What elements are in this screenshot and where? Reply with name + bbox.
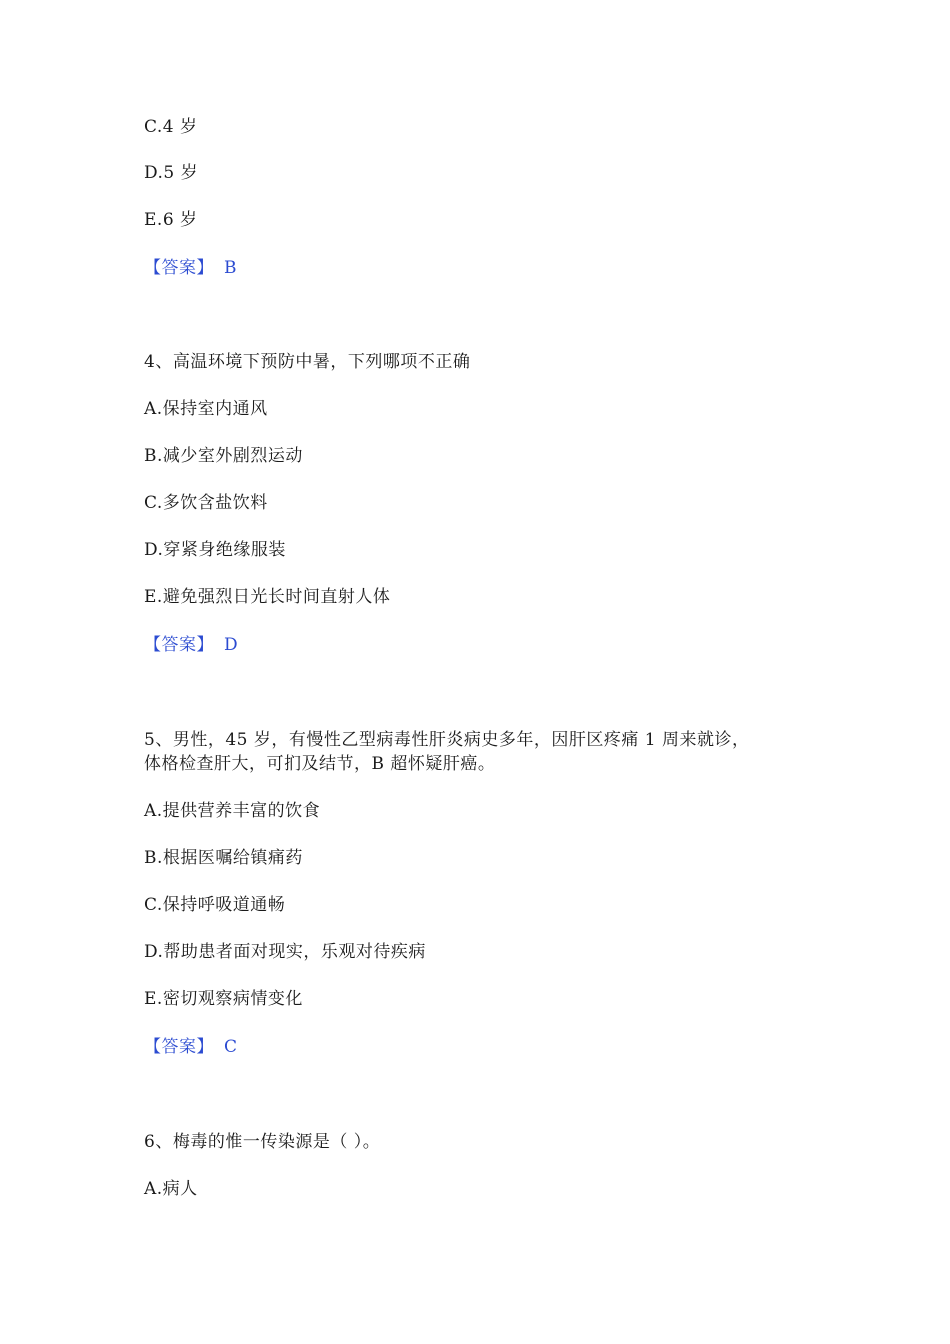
q5-option-e: E.密切观察病情变化: [144, 989, 303, 1009]
q4-option-c: C.多饮含盐饮料: [144, 493, 268, 513]
q4-option-b: B.减少室外剧烈运动: [144, 446, 303, 466]
q3-answer-value: B: [224, 258, 237, 278]
q5-answer-tag: 【答案】: [144, 1037, 214, 1057]
q5-answer: [144, 1036, 238, 1058]
q5-stem-line1: 5、男性，45 岁，有慢性乙型病毒性肝炎病史多年，因肝区疼痛 1 周来就诊，: [144, 730, 750, 750]
q5-option-d: D.帮助患者面对现实，乐观对待疾病: [144, 942, 426, 962]
q5-option-b: B.根据医嘱给镇痛药: [144, 848, 303, 868]
q4-answer: [144, 634, 238, 656]
q3-option-d: D.5 岁: [144, 163, 199, 183]
q4-answer-tag: 【答案】: [144, 635, 214, 655]
q5-option-c: C.保持呼吸道通畅: [144, 895, 286, 915]
q6-option-a: A.病人: [144, 1179, 198, 1199]
q4-option-d: D.穿紧身绝缘服装: [144, 540, 286, 560]
q3-answer: [144, 257, 237, 279]
q6-stem: 6、梅毒的惟一传染源是（ ）。: [144, 1132, 381, 1152]
q4-option-e: E.避免强烈日光长时间直射人体: [144, 587, 391, 607]
q3-option-e: E.6 岁: [144, 210, 198, 230]
q4-option-a: A.保持室内通风: [144, 399, 268, 419]
q5-answer-value: C: [224, 1037, 238, 1057]
q3-option-c: C.4 岁: [144, 117, 198, 137]
q3-answer-tag: 【答案】: [144, 258, 214, 278]
q4-stem: 4、高温环境下预防中暑，下列哪项不正确: [144, 352, 471, 372]
q5-stem-line2: 体格检查肝大，可扪及结节，B 超怀疑肝癌。: [144, 754, 496, 774]
q5-option-a: A.提供营养丰富的饮食: [144, 801, 321, 821]
q4-answer-value: D: [224, 635, 239, 655]
